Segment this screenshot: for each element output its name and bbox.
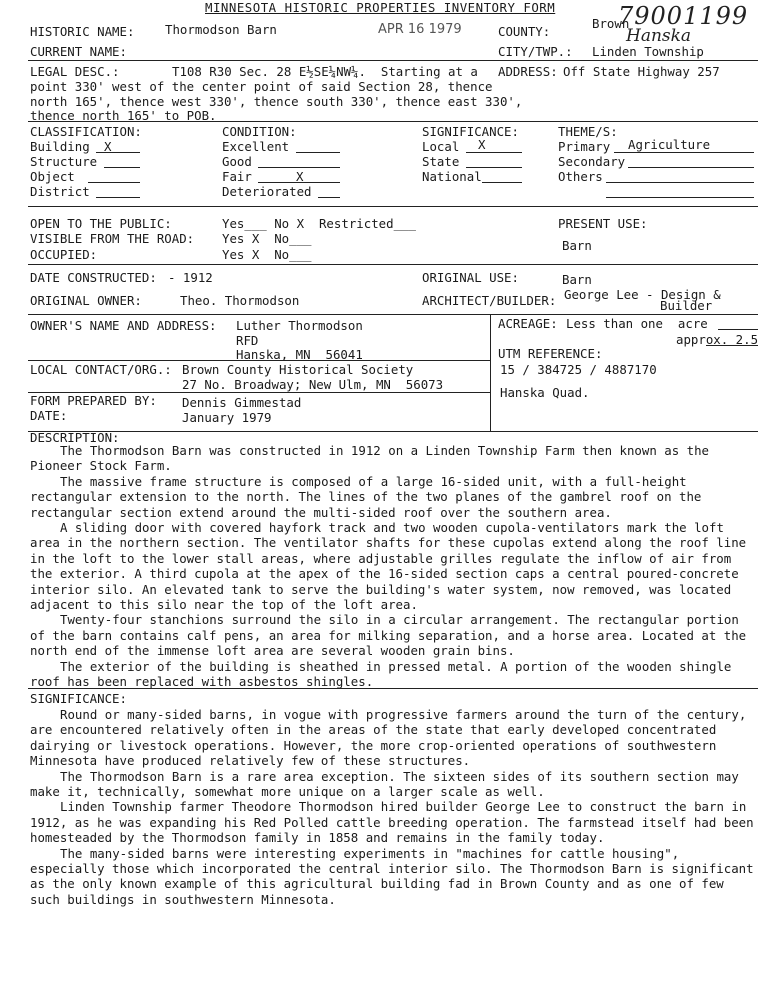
original-use-label: ORIGINAL USE: [422, 270, 519, 285]
divider [28, 121, 758, 122]
description-label: DESCRIPTION: [30, 430, 120, 445]
architect-builder-label: ARCHITECT/BUILDER: [422, 293, 557, 308]
classification-building: Building [30, 139, 90, 154]
local-contact-line1: Brown County Historical Society [182, 362, 414, 377]
blank-line [718, 329, 758, 330]
blank-line [88, 182, 140, 183]
condition-good: Good [222, 154, 252, 169]
open-to-public-value: Yes___ No X Restricted___ [222, 216, 416, 231]
blank-line [614, 152, 754, 153]
description-paragraph: A sliding door with covered hayfork track and two wooden cupola-ventilators mark the loft area in the northern section. The ventilator shafts for these cupolas extend along the roof line in the loft to the lower stall areas, where adjustable grilles regulate the inflow of air from the exterior. A third cupola at the apex of the 16-sided section caps a central poured-concrete interior silo. An elevated tank to serve the building's water system, now removed, was located adjacent to this silo near the top of the loft area. [30, 520, 747, 613]
condition-fair: Fair [222, 169, 252, 184]
occupied-value: Yes X No___ [222, 247, 312, 262]
blank-line [466, 167, 522, 168]
form-prepared-by-value: Dennis Gimmestad [182, 395, 302, 410]
city-label: CITY/TWP.: [498, 44, 573, 59]
legal-desc-line2: point 330' west of the center point of said Section 28, thence [30, 79, 493, 94]
description-paragraph: The exterior of the building is sheathed in pressed metal. A portion of the wooden shingle roof has been replaced with asbestos shingles. [30, 658, 732, 690]
condition-fair-mark: X [296, 169, 304, 184]
blank-line [606, 197, 754, 198]
description-paragraph: The massive frame structure is composed of a large 16-sided unit, with a full-height rectangular extension to the north. The lines of the two planes of the gambrel roof on the rectangular section extend around the multi-sided roof over the southern area. [30, 473, 702, 520]
architect-builder-line2: Builder [660, 298, 713, 313]
handwritten-city-name: Hanska [626, 26, 692, 46]
description-paragraph: The Thormodson Barn was constructed in 1912 on a Linden Township Farm then known as the Pioneer Stock Farm. [30, 443, 710, 474]
form-prepared-by-label: FORM PREPARED BY: [30, 393, 157, 408]
quad-name: Hanska Quad. [500, 385, 590, 400]
city-value: Linden Township [592, 44, 704, 59]
theme-primary: Primary [558, 139, 611, 154]
address-label: ADDRESS: [498, 64, 558, 79]
acreage-value: Less than one acre [566, 316, 708, 331]
blank-line [104, 167, 140, 168]
local-contact-line2: 27 No. Broadway; New Ulm, MN 56073 [182, 377, 444, 392]
divider [28, 60, 758, 61]
legal-desc-label: LEGAL DESC.: [30, 64, 120, 79]
original-use-value: Barn [562, 272, 592, 287]
current-name-label: CURRENT NAME: [30, 44, 127, 59]
utm-reference-label: UTM REFERENCE: [498, 346, 603, 361]
blank-line [706, 345, 758, 346]
condition-excellent: Excellent [222, 139, 290, 154]
visible-from-road-value: Yes X No___ [222, 231, 312, 246]
condition-label: CONDITION: [222, 124, 297, 139]
utm-reference-value: 15 / 384725 / 4887170 [500, 362, 657, 377]
divider [28, 360, 490, 361]
significance-state: State [422, 154, 460, 169]
significance-text [30, 707, 760, 907]
condition-deteriorated: Deteriorated [222, 184, 312, 199]
acreage-approx: approx. 2.5 [676, 332, 759, 347]
legal-desc-line1: T108 R30 Sec. 28 E½SE¼NW¼. Starting at a [172, 64, 478, 79]
form-date-label: DATE: [30, 408, 68, 423]
theme-label: THEME/S: [558, 124, 618, 139]
blank-line [258, 167, 340, 168]
county-value: Brown [592, 16, 630, 31]
blank-line [482, 182, 522, 183]
significance-label: SIGNIFICANCE: [30, 691, 127, 706]
form-date-value: January 1979 [182, 410, 272, 425]
original-owner-label: ORIGINAL OWNER: [30, 293, 142, 308]
blank-line [258, 182, 340, 183]
blank-line [606, 182, 754, 183]
owner-line3: Hanska, MN 56041 [236, 347, 363, 362]
date-constructed-value: - 1912 [168, 270, 213, 285]
significance-local: Local [422, 139, 460, 154]
theme-secondary: Secondary [558, 154, 626, 169]
significance-level-label: SIGNIFICANCE: [422, 124, 519, 139]
architect-builder-line1: George Lee - Design & [564, 287, 721, 302]
theme-others: Others [558, 169, 603, 184]
significance-local-mark: X [478, 137, 486, 152]
form-title: MINNESOTA HISTORIC PROPERTIES INVENTORY FORM [205, 0, 556, 15]
blank-line [96, 197, 140, 198]
theme-primary-value: Agriculture [628, 137, 711, 152]
classification-structure: Structure [30, 154, 98, 169]
present-use-label: PRESENT USE: [558, 216, 648, 231]
divider [28, 314, 758, 315]
blank-line [628, 167, 754, 168]
legal-desc-line4: thence north 165' to POB. [30, 108, 217, 123]
blank-line [466, 152, 522, 153]
significance-paragraph: Round or many-sided barns, in vogue with progressive farmers around the turn of the century, are encountered relatively often in the areas of the state that early developed concentrated dairying or livestock operations. However, the more crop-oriented operations of southwestern Minnesota have produced relatively few of these structures. [30, 707, 747, 769]
divider [28, 688, 758, 689]
classification-label: CLASSIFICATION: [30, 124, 142, 139]
owner-name-address-label: OWNER'S NAME AND ADDRESS: [30, 318, 217, 333]
historic-name-label: HISTORIC NAME: [30, 24, 135, 39]
present-use-value: Barn [562, 238, 592, 253]
date-constructed-label: DATE CONSTRUCTED: [30, 270, 157, 285]
divider [28, 264, 758, 265]
local-contact-label: LOCAL CONTACT/ORG.: [30, 362, 172, 377]
acreage-label: ACREAGE: [498, 316, 558, 331]
owner-line1: Luther Thormodson [236, 318, 363, 333]
visible-from-road-label: VISIBLE FROM THE ROAD: [30, 231, 195, 246]
owner-line2: RFD [236, 333, 259, 348]
classification-object: Object [30, 169, 75, 184]
historic-name-value: Thormodson Barn [165, 22, 277, 37]
original-owner-value: Theo. Thormodson [180, 293, 300, 308]
significance-paragraph: The many-sided barns were interesting experiments in "machines for cattle housing", especially those which incorporated the central interior silo. The Thormodson Barn is significant as the only known example of this agricultural building fad in Brown County and as one of few such buildings in southwestern Minnesota. [30, 845, 754, 907]
description-text [30, 443, 760, 690]
classification-building-mark: X [104, 139, 112, 154]
county-label: COUNTY: [498, 24, 551, 39]
divider [28, 206, 758, 207]
handwritten-reference-number: 79001199 [618, 2, 749, 30]
blank-line [296, 152, 340, 153]
significance-paragraph: The Thormodson Barn is a rare area exception. The sixteen sides of its southern section may make it, technically, somewhat more unique on a larger scale as well. [30, 768, 739, 800]
open-to-public-label: OPEN TO THE PUBLIC: [30, 216, 172, 231]
address-value: Off State Highway 257 [563, 64, 720, 79]
divider [28, 431, 758, 432]
description-paragraph: Twenty-four stanchions surround the silo in a circular arrangement. The rectangular portion of the barn contains calf pens, an area for milking separation, and a horse area. Located at the north end of the immense loft area are several wooden grain bins. [30, 612, 747, 659]
significance-paragraph: Linden Township farmer Theodore Thormodson hired builder George Lee to construct the barn in 1912, as he was expanding his Red Polled cattle breeding operation. The farmstead itself had been homesteaded by the Thormodson family in 1858 and remains in the family today. [30, 799, 754, 846]
divider [490, 314, 491, 432]
legal-desc-line3: north 165', thence west 330', thence south 330', thence east 330', [30, 94, 523, 109]
blank-line [318, 197, 340, 198]
occupied-label: OCCUPIED: [30, 247, 98, 262]
blank-line [96, 152, 140, 153]
classification-district: District [30, 184, 90, 199]
significance-national: National [422, 169, 482, 184]
received-date-stamp: APR 16 1979 [378, 22, 462, 37]
